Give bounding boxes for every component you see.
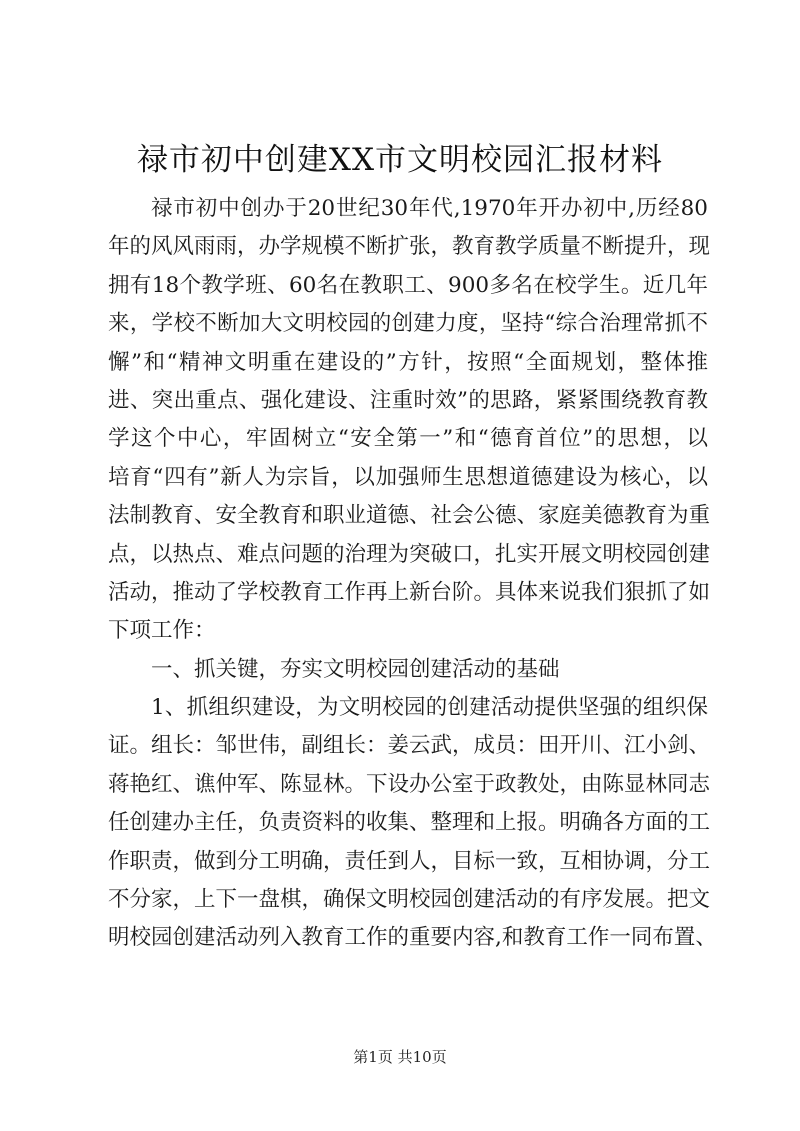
body-line: 来，学校不断加大文明校园的创建力度，坚持“综合治理常抓不 bbox=[108, 311, 708, 337]
body-line: 进、突出重点、强化建设、注重时效”的思路，紧紧围绕教育教 bbox=[108, 387, 708, 413]
body-line: 证。组长：邹世伟，副组长：姜云武，成员：田开川、江小剑、 bbox=[108, 733, 711, 759]
body-line: 年的风风雨雨，办学规模不断扩张，教育教学质量不断提升，现 bbox=[108, 234, 711, 260]
body-line: 培育“四有”新人为宗旨，以加强师生思想道德建设为核心，以 bbox=[108, 464, 708, 490]
body-line: 任创建办主任，负责资料的收集、整理和上报。明确各方面的工 bbox=[108, 810, 711, 836]
body-line: 活动，推动了学校教育工作再上新台阶。具体来说我们狠抓了如 bbox=[108, 579, 711, 605]
body-line: 下项工作： bbox=[108, 618, 216, 644]
body-line: 拥有18个教学班、60名在教职工、900多名在校学生。近几年 bbox=[108, 272, 708, 298]
body-line: 禄市初中创办于20世纪30年代,1970年开办初中,历经80 bbox=[151, 196, 708, 221]
document-body bbox=[108, 190, 717, 958]
section-heading: 一、抓关键，夯实文明校园创建活动的基础 bbox=[151, 656, 560, 682]
body-line: 点，以热点、难点问题的治理为突破口，扎实开展文明校园创建 bbox=[108, 541, 711, 567]
body-line: 蒋艳红、谯仲军、陈显林。下设办公室于政教处，由陈显林同志 bbox=[108, 771, 711, 797]
document-title: 禄市初中创建XX市文明校园汇报材料 bbox=[136, 142, 664, 178]
body-line: 懈”和“精神文明重在建设的”方针，按照“全面规划，整体推 bbox=[108, 349, 708, 375]
page-footer: 第1页 共10页 bbox=[353, 1048, 447, 1066]
body-line: 学这个中心，牢固树立“安全第一”和“德育首位”的思想，以 bbox=[108, 426, 708, 452]
body-line: 明校园创建活动列入教育工作的重要内容,和教育工作一同布置、 bbox=[108, 925, 717, 951]
body-line: 1、抓组织建设，为文明校园的创建活动提供坚强的组织保 bbox=[151, 695, 708, 721]
body-line: 作职责，做到分工明确，责任到人，目标一致，互相协调，分工 bbox=[108, 848, 711, 874]
body-line: 不分家，上下一盘棋，确保文明校园创建活动的有序发展。把文 bbox=[108, 887, 711, 913]
body-line: 法制教育、安全教育和职业道德、社会公德、家庭美德教育为重 bbox=[108, 503, 711, 529]
